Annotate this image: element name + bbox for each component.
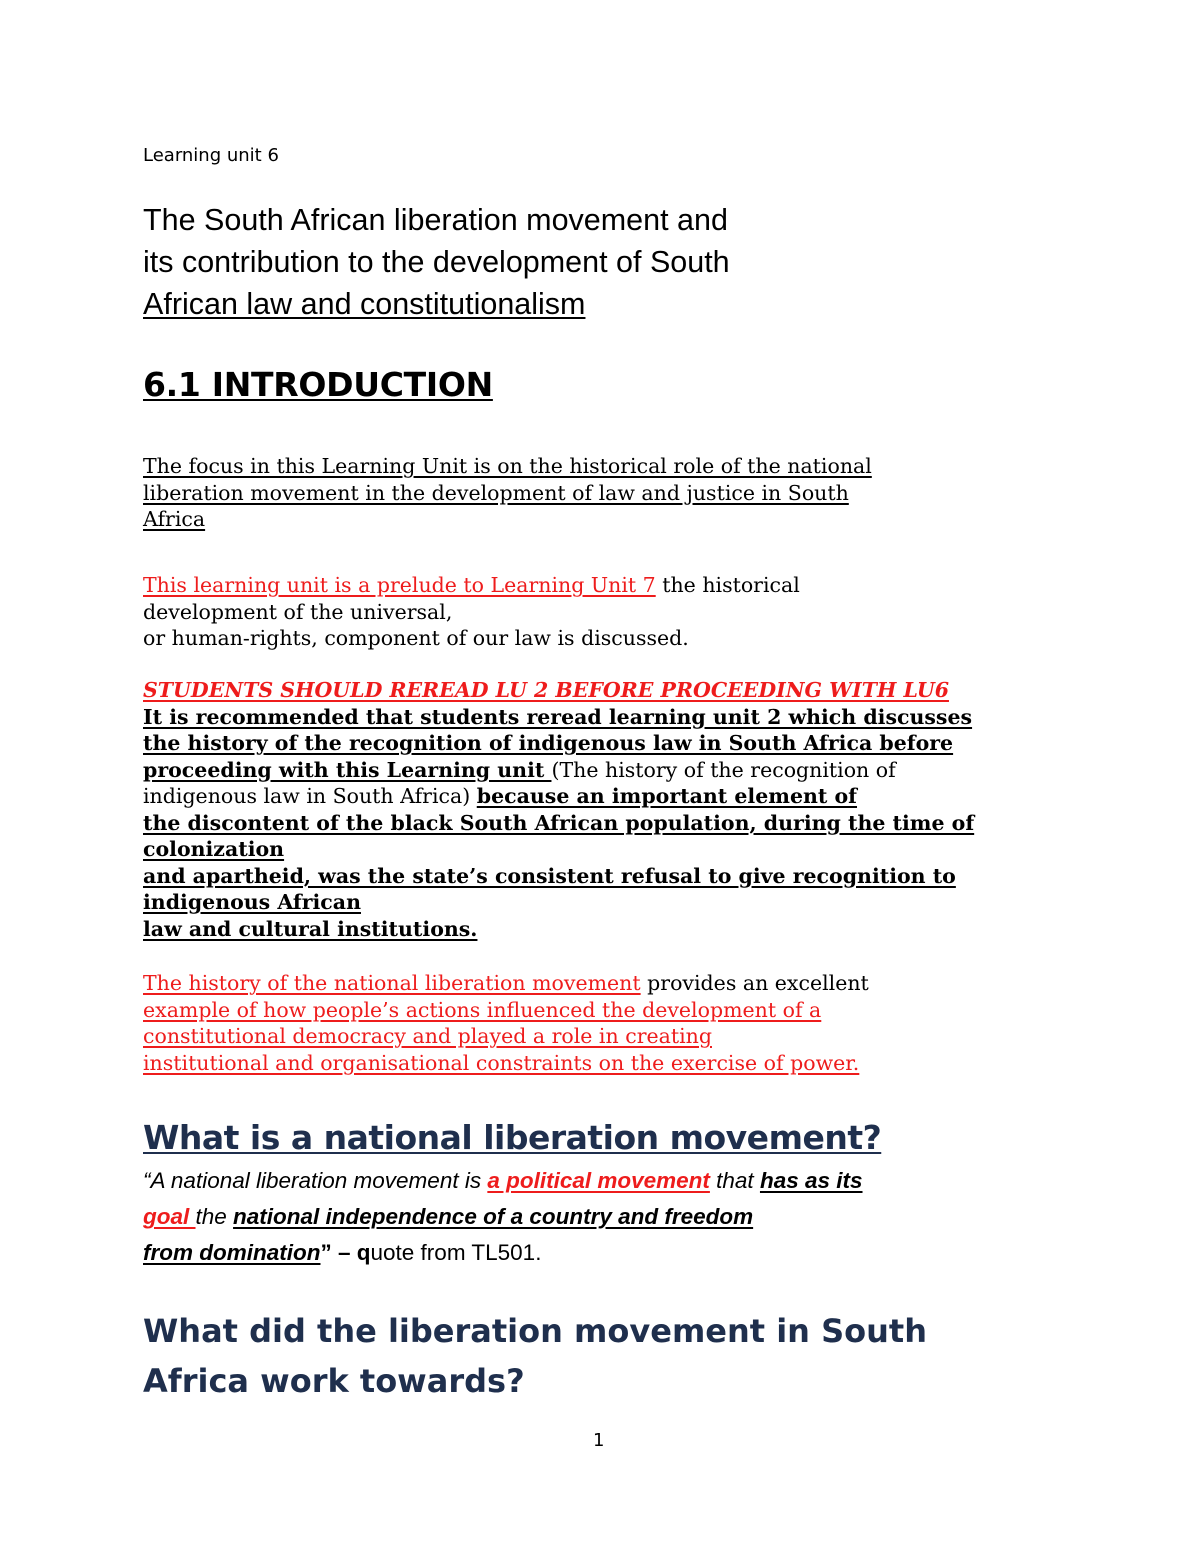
definition-text: from domination [143, 1240, 321, 1265]
title-line: African law and constitutionalism [143, 287, 586, 321]
title-line: The South African liberation movement and [143, 203, 728, 237]
definition-text: q [356, 1240, 371, 1265]
definition-text: that [709, 1168, 760, 1193]
reread-line: and apartheid, was the state’s consistent refusal to give recognition to [143, 863, 956, 888]
definition-highlight: goal [143, 1204, 196, 1229]
definition-highlight: a political movement [487, 1168, 710, 1193]
prelude-text: development of the universal, [143, 599, 453, 624]
reread-line: colonization [143, 837, 285, 861]
focus-paragraph [143, 453, 1073, 533]
definition-text: the [195, 1204, 234, 1229]
focus-line: Africa [143, 507, 206, 531]
history-red-text: The history of the national liberation movement [143, 971, 641, 995]
reread-line: It is recommended that students reread learning unit 2 which discusses [143, 704, 973, 729]
focus-line: liberation movement in the development of law and justice in South [143, 480, 849, 505]
definition-source: uote from TL501. [370, 1240, 542, 1265]
title-line: its contribution to the development of South [143, 245, 730, 279]
reread-paragraph [143, 677, 1073, 942]
reread-line: (The history of the recognition of [551, 757, 896, 782]
prelude-link-text: This learning unit is a prelude to Learning Unit 7 [143, 573, 656, 597]
history-red-text: example of how people’s actions influenced the development of a [143, 997, 822, 1022]
reread-line: the history of the recognition of indigenous law in South Africa before [143, 731, 954, 755]
prelude-text: or human-rights, component of our law is discussed. [143, 626, 689, 650]
history-red-text: institutional and organisational constraints on the exercise of power. [143, 1050, 860, 1075]
heading-line: What did the liberation movement in South [143, 1312, 927, 1350]
reread-line: because an important element of [476, 784, 858, 808]
prelude-text: the historical [655, 573, 800, 597]
history-paragraph [143, 970, 1073, 1076]
reread-warning: STUDENTS SHOULD REREAD LU 2 BEFORE PROCEEDING WITH LU6 [143, 678, 949, 702]
section-heading-what-is: What is a national liberation movement? [143, 1118, 882, 1157]
definition-text: has as its [759, 1168, 863, 1193]
history-red-text: constitutional democracy and played a role in creating [143, 1024, 712, 1048]
unit-label: Learning unit 6 [143, 145, 279, 166]
reread-line: indigenous law in South Africa) [143, 784, 477, 808]
definition-text: “A national liberation movement is [143, 1168, 488, 1193]
document-title [143, 199, 730, 325]
section-heading-introduction: 6.1 INTRODUCTION [143, 365, 493, 404]
focus-line: The focus in this Learning Unit is on the historical role of the national [143, 454, 872, 478]
prelude-paragraph [143, 572, 1073, 652]
reread-line: proceeding with this Learning unit [143, 757, 552, 782]
reread-line: the discontent of the black South African population, during the time of [143, 810, 975, 835]
page-number: 1 [593, 1430, 605, 1451]
reread-line: indigenous African [143, 890, 361, 914]
reread-line: law and cultural institutions. [143, 916, 478, 941]
definition-quote [143, 1163, 863, 1271]
section-heading-what-did [143, 1306, 927, 1406]
history-text: provides an excellent [640, 971, 869, 995]
definition-text: national independence of a country and freedom [233, 1204, 754, 1229]
heading-line: Africa work towards? [143, 1362, 525, 1400]
definition-text: ” – [320, 1240, 357, 1265]
